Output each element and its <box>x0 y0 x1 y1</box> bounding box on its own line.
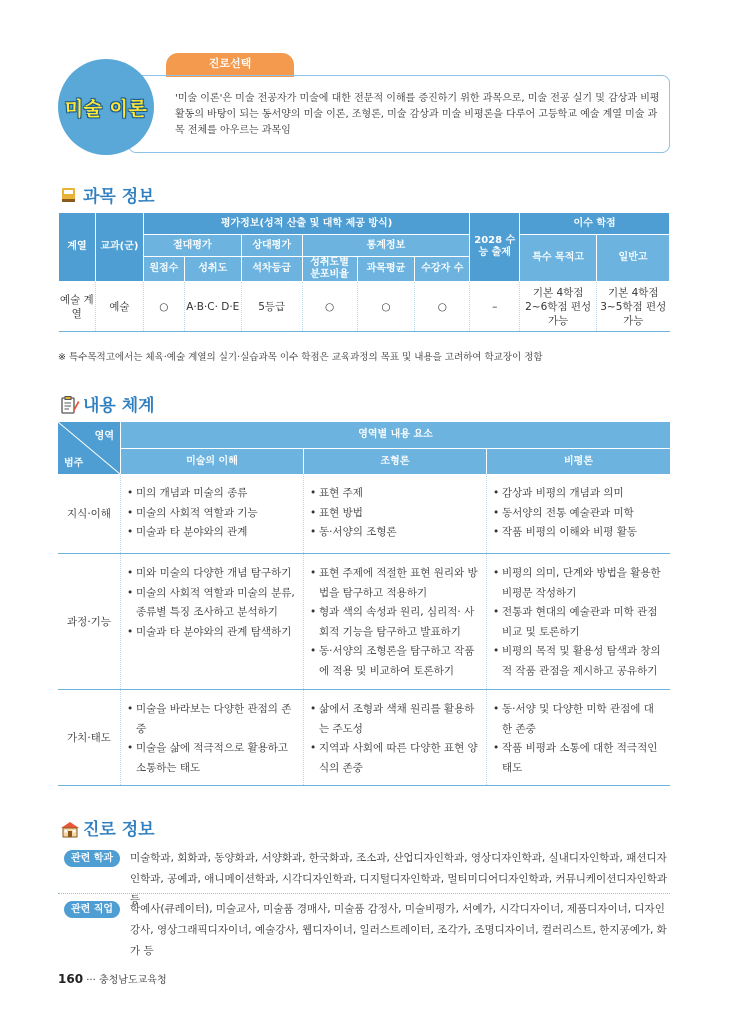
category-values: 가치·태도 <box>67 732 111 744</box>
subject-description: '미술 이론'은 미술 전공자가 미술에 대한 전문적 이해를 증진하기 위한 과목으로, 미술 전공 실기 및 감상과 비평 활동의 바탕이 되는 동서양의 미술 이론, 조형론, 미술 감상과 미술 비평론을 다루어 고등학교 예술 계열 미술 과목 전체를 아우르는 과목임 <box>128 75 670 153</box>
credits-note: ※ 특수목적고에서는 체육·예술 계열의 실기·실습과목 이수 학점은 교육과정의 목표 및 내용을 고려하여 학교장이 정함 <box>58 352 543 363</box>
header-evaluation: 평가정보(성적 산출 및 대학 제공 방식) <box>143 213 469 235</box>
list-item: • 비평의 의미, 단계와 방법을 활용한 비평문 작성하기 <box>493 564 664 603</box>
clipboard-pencil-icon <box>60 395 78 413</box>
publisher-name: 충청남도교육청 <box>98 975 167 986</box>
related-jobs <box>58 899 670 962</box>
list-item: • 동·서양의 조형론을 탐구하고 작품에 적용 및 비교하여 토론하기 <box>310 642 480 681</box>
header-num-students: 수강자 수 <box>415 257 470 282</box>
content-cell <box>486 474 670 553</box>
header-subject-group: 교과(군) <box>95 213 143 282</box>
footer-separator: ··· <box>86 975 96 986</box>
header-special-school: 특수 목적고 <box>520 235 597 282</box>
header-csat: 2028 수능 출제 <box>470 213 520 282</box>
cell-achievement-ratio: ○ <box>302 282 357 332</box>
cell-rank-grade: 5등급 <box>241 282 302 332</box>
table-row <box>58 474 670 554</box>
column-header-criticism-theory: 비평론 <box>487 449 670 474</box>
list-item: • 전통과 현대의 예술관과 미학 관점 비교 및 토론하기 <box>493 603 664 642</box>
content-cell <box>120 474 303 553</box>
cell-subject-group: 예술 <box>95 282 143 332</box>
divider <box>58 893 670 894</box>
list-item: • 비평의 목적 및 활용성 탐색과 창의적 작품 관점을 제시하고 공유하기 <box>493 642 664 681</box>
school-building-icon <box>60 819 78 837</box>
cell-csat: – <box>470 282 520 332</box>
subject-header <box>58 53 670 153</box>
header-group: 계열 <box>59 213 96 282</box>
corner-category-label: 범주 <box>64 458 84 469</box>
list-item: • 미술을 바라보는 다양한 관점의 존중 <box>127 700 297 739</box>
list-item: • 미와 미술의 다양한 개념 탐구하기 <box>127 564 297 584</box>
course-info-table <box>58 212 670 332</box>
career-choice-tab: 진로선택 <box>166 53 294 77</box>
subject-name: 미술 이론 <box>64 97 148 120</box>
list-item: • 삶에서 조형과 색채 원리를 활용하는 주도성 <box>310 700 480 739</box>
cell-achievement: A·B·C· D·E <box>184 282 241 332</box>
table-row <box>58 554 670 690</box>
content-cell <box>303 554 486 689</box>
header-achievement: 성취도 <box>184 257 241 282</box>
corner-domain-label: 영역 <box>94 431 114 442</box>
content-cell <box>303 474 486 553</box>
related-jobs-badge: 관련 직업 <box>64 901 120 918</box>
header-subject-avg: 과목평균 <box>357 257 415 282</box>
subject-name-circle <box>58 59 154 155</box>
domain-elements-header: 영역별 내용 요소 <box>121 422 670 448</box>
table-row <box>59 282 670 332</box>
related-majors-badge: 관련 학과 <box>64 850 120 867</box>
header-rank-grade: 석차등급 <box>241 257 302 282</box>
content-system-table <box>58 422 670 786</box>
list-item: • 지역과 사회에 따른 다양한 표현 양식의 존중 <box>310 739 480 778</box>
cell-group: 예술 계열 <box>59 282 96 332</box>
list-item: • 미술과 타 분야와의 관계 <box>127 523 297 543</box>
list-item: • 표현 주제 <box>310 484 480 504</box>
page-number: 160 <box>58 972 84 986</box>
header-relative: 상대평가 <box>241 235 302 257</box>
corner-header <box>58 422 120 474</box>
list-item: • 동·서양 및 다양한 미학 관점에 대한 존중 <box>493 700 664 739</box>
header-raw-score: 원점수 <box>143 257 184 282</box>
list-item: • 동·서양의 조형론 <box>310 523 480 543</box>
list-item: • 미의 개념과 미술의 종류 <box>127 484 297 504</box>
table-row <box>58 690 670 786</box>
header-credits: 이수 학점 <box>520 213 670 235</box>
content-system-title: 내용 체계 <box>60 391 155 416</box>
cell-subject-avg: ○ <box>357 282 415 332</box>
list-item: • 형과 색의 속성과 원리, 심리적· 사회적 기능을 탐구하고 발표하기 <box>310 603 480 642</box>
list-item: • 표현 주제에 적절한 표현 원리와 방법을 탐구하고 적용하기 <box>310 564 480 603</box>
header-absolute: 절대평가 <box>143 235 241 257</box>
content-cell <box>120 554 303 689</box>
list-item: • 동서양의 전통 예술관과 미학 <box>493 504 664 524</box>
page-footer <box>58 971 167 986</box>
content-cell <box>486 554 670 689</box>
list-item: • 작품 비평과 소통에 대한 적극적인 태도 <box>493 739 664 778</box>
column-header-art-understanding: 미술의 이해 <box>121 449 303 474</box>
list-item: • 미술을 삶에 적극적으로 활용하고 소통하는 태도 <box>127 739 297 778</box>
content-cell <box>303 690 486 785</box>
content-cell <box>486 690 670 785</box>
book-icon <box>60 186 78 204</box>
cell-special-school: 기본 4학점 2~6학점 편성 가능 <box>520 282 597 332</box>
list-item: • 미술의 사회적 역할과 기능 <box>127 504 297 524</box>
list-item: • 표현 방법 <box>310 504 480 524</box>
related-jobs-text: 학예사(큐레이터), 미술교사, 미술품 경매사, 미술품 감정사, 미술비평가, 서예가, 시각디자이너, 제품디자이너, 디자인강사, 영상그래픽디자이너, 예술강사, 웹디자이너, 일러스트레이터, 조각가, 조명디자이너, 컬러리스트, 한지공예가, 화가 등 <box>130 903 667 957</box>
list-item: • 미술의 사회적 역할과 미술의 분류, 종류별 특징 조사하고 분석하기 <box>127 584 297 623</box>
list-item: • 미술과 타 분야와의 관계 탐색하기 <box>127 623 297 643</box>
category-knowledge: 지식·이해 <box>67 508 111 520</box>
list-item: • 작품 비평의 이해와 비평 활동 <box>493 523 664 543</box>
career-info-title: 진로 정보 <box>60 815 155 840</box>
cell-raw-score: ○ <box>143 282 184 332</box>
header-stats: 통계정보 <box>302 235 470 257</box>
header-general-school: 일반고 <box>597 235 670 282</box>
cell-general-school: 기본 4학점 3~5학점 편성 가능 <box>597 282 670 332</box>
cell-num-students: ○ <box>415 282 470 332</box>
header-achievement-ratio: 성취도별 분포비율 <box>302 257 357 282</box>
list-item: • 감상과 비평의 개념과 의미 <box>493 484 664 504</box>
course-info-title: 과목 정보 <box>60 182 155 207</box>
related-majors-text: 미술학과, 회화과, 동양화과, 서양화과, 한국화과, 조소과, 산업디자인학과, 영상디자인학과, 실내디자인학과, 패션디자인학과, 공예과, 애니메이션학과, 시각디자인학과, 디지털디자인학과, 멀티미디어디자인학과, 커뮤니케이션디자인학과 등 <box>130 852 668 906</box>
content-cell <box>120 690 303 785</box>
category-process: 과정·기능 <box>67 616 111 628</box>
column-header-formative-theory: 조형론 <box>304 449 486 474</box>
